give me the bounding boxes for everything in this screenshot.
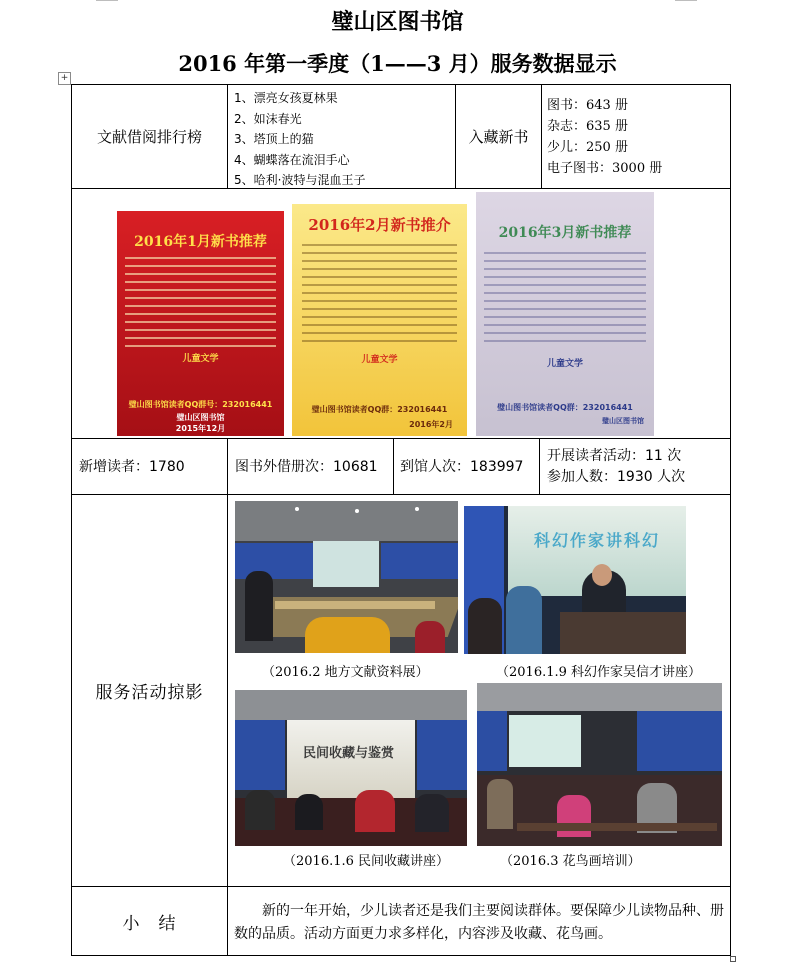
poster-book-lines <box>125 257 276 353</box>
screen-text: 民间收藏与鉴赏 <box>303 746 395 761</box>
new-readers-stat: 新增读者：1780 <box>79 459 185 475</box>
photo-collection-lecture <box>235 690 467 846</box>
column-divider <box>541 84 542 188</box>
list-item: 电子图书：3000 册 <box>547 161 663 176</box>
photo-scifi-lecture <box>464 506 686 654</box>
page-subtitle: 2016 年第一季度（1——3 月）服务数据显示 <box>178 51 617 76</box>
summary-label: 小 结 <box>122 913 177 934</box>
ranking-label: 文献借阅排行榜 <box>96 128 202 146</box>
new-books-label: 入藏新书 <box>468 128 529 146</box>
column-divider <box>393 438 394 494</box>
page-top-rule-right <box>675 0 697 1</box>
page-top-rule-left <box>96 0 118 1</box>
column-divider <box>227 494 228 956</box>
poster-book-lines <box>484 252 646 348</box>
poster-qq: 璧山图书馆读者QQ群：232016441 <box>497 403 633 412</box>
poster-title: 2016年3月新书推荐 <box>498 225 632 241</box>
list-item: 2、如沫春光 <box>234 111 302 126</box>
activities-label: 服务活动掠影 <box>95 683 204 703</box>
loans-stat: 图书外借册次：10681 <box>235 459 378 475</box>
photo-caption: （2016.1.9 科幻作家吴信才讲座） <box>496 665 702 680</box>
poster-footer-org: 璧山区图书馆 <box>602 417 644 425</box>
poster-section: 儿童文学 <box>361 355 398 365</box>
poster-january <box>117 211 284 436</box>
poster-march <box>476 192 654 436</box>
row-divider <box>71 438 731 439</box>
poster-book-lines <box>302 244 457 348</box>
list-item: 3、塔顶上的猫 <box>234 132 314 146</box>
poster-february <box>292 204 467 436</box>
list-item: 少儿：250 册 <box>547 140 628 155</box>
photo-painting-class <box>477 683 722 846</box>
new-books-list <box>547 95 727 179</box>
ranking-list <box>234 88 454 191</box>
poster-footer-org: 璧山区图书馆 <box>176 413 225 422</box>
activities-stat: 开展读者活动：11 次 <box>547 448 682 464</box>
column-divider <box>227 438 228 494</box>
poster-title: 2016年1月新书推荐 <box>134 234 267 250</box>
poster-qq: 璧山图书馆读者QQ群：232016441 <box>311 405 448 414</box>
list-item: 图书：643 册 <box>547 98 628 113</box>
new-books-cell <box>547 95 727 179</box>
participants-stat: 参加人数：1930 人次 <box>547 469 686 485</box>
poster-footer-date: 2016年2月 <box>409 420 453 429</box>
screen-text: 科幻作家讲科幻 <box>534 531 661 550</box>
poster-section: 儿童文学 <box>546 359 583 369</box>
column-divider <box>227 84 228 188</box>
table-resize-handle[interactable] <box>730 956 736 962</box>
list-item: 4、蝴蝶落在流泪手心 <box>234 152 350 167</box>
photo-caption: （2016.3 花鸟画培训） <box>500 854 641 869</box>
page-title: 璧山区图书馆 <box>331 9 464 35</box>
poster-footer-date: 2015年12月 <box>175 424 226 433</box>
photo-exhibition <box>235 501 458 653</box>
poster-section: 儿童文学 <box>182 354 219 364</box>
list-item: 1、漂亮女孩夏林果 <box>234 91 338 105</box>
poster-qq: 璧山图书馆读者QQ群号：232016441 <box>128 400 273 409</box>
ranking-list-cell <box>234 88 454 191</box>
list-item: 杂志：635 册 <box>547 119 628 134</box>
visits-stat: 到馆人次：183997 <box>400 459 524 475</box>
photo-caption: （2016.2 地方文献资料展） <box>262 665 429 680</box>
poster-title: 2016年2月新书推介 <box>308 216 451 234</box>
summary-text: 新的一年开始，少儿读者还是我们主要阅读群体。要保障少儿读物品种、册数的品质。活动方面更力求多样化，内容涉及收藏、花鸟画。 <box>234 903 724 942</box>
list-item: 5、哈利·波特与混血王子 <box>234 173 366 187</box>
table-move-handle-icon[interactable]: + <box>58 72 71 85</box>
photo-caption: （2016.1.6 民间收藏讲座） <box>283 854 450 869</box>
